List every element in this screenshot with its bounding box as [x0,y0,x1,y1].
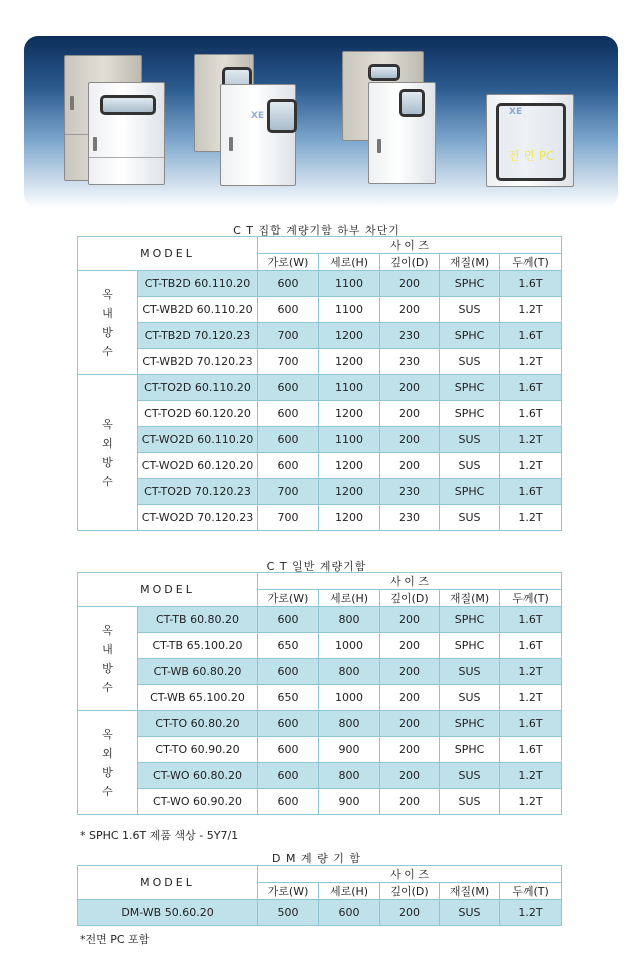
cabinet-white-1 [88,82,165,185]
model-cell: CT-TO2D 70.120.23 [138,479,258,505]
value-cell: 600 [258,453,319,479]
value-cell: 500 [258,900,319,926]
table-row [78,271,562,297]
value-cell: 800 [319,763,380,789]
group-label-char: 방 [102,661,113,675]
value-cell: 1.6T [500,323,562,349]
value-cell: 600 [258,763,319,789]
model-cell: CT-TB 60.80.20 [138,607,258,633]
cabinet-white-3 [368,82,436,184]
table-row [78,453,562,479]
table-row [78,659,562,685]
column-header: 가로(W) [258,883,319,900]
column-header: 세로(H) [319,590,380,607]
value-cell: 650 [258,685,319,711]
table-row [78,427,562,453]
value-cell: SUS [440,349,500,375]
model-header: MODEL [78,237,258,271]
size-header: 사 이 즈 [258,866,562,883]
value-cell: 200 [380,633,440,659]
value-cell: 600 [258,297,319,323]
value-cell: 1000 [319,685,380,711]
value-cell: SPHC [440,323,500,349]
value-cell: 1200 [319,349,380,375]
value-cell: 600 [258,375,319,401]
value-cell: 230 [380,479,440,505]
table-row [78,607,562,633]
value-cell: 1.6T [500,737,562,763]
model-cell: CT-TB2D 60.110.20 [138,271,258,297]
value-cell: SPHC [440,375,500,401]
spec-table-2 [77,572,562,815]
value-cell: 200 [380,375,440,401]
value-cell: SPHC [440,607,500,633]
column-header: 두께(T) [500,254,562,271]
value-cell: 1.2T [500,453,562,479]
cabinet-white-2 [220,84,296,186]
model-cell: CT-WO2D 70.120.23 [138,505,258,531]
table-row [78,685,562,711]
group-label-char: 외 [102,746,113,760]
value-cell: 200 [380,453,440,479]
size-header: 사 이 즈 [258,237,562,254]
model-cell: CT-TO 60.80.20 [138,711,258,737]
value-cell: 700 [258,323,319,349]
model-cell: CT-WO2D 60.120.20 [138,453,258,479]
sticker-logo: XE [251,111,265,121]
value-cell: SPHC [440,633,500,659]
column-header: 가로(W) [258,590,319,607]
table-row [78,789,562,815]
value-cell: 1200 [319,453,380,479]
value-cell: 1100 [319,427,380,453]
group-label [78,375,138,531]
group-label [78,607,138,711]
column-header: 재질(M) [440,590,500,607]
value-cell: SPHC [440,479,500,505]
group-label-char: 내 [102,642,113,656]
model-cell: CT-WO 60.90.20 [138,789,258,815]
group-label-char: 옥 [102,623,113,637]
value-cell: SUS [440,685,500,711]
product-banner [24,36,618,208]
value-cell: 1.2T [500,427,562,453]
group-label-char: 내 [102,306,113,320]
value-cell: 600 [258,711,319,737]
value-cell: 1.2T [500,685,562,711]
value-cell: 1.6T [500,711,562,737]
value-cell: 200 [380,427,440,453]
group-label-char: 방 [102,455,113,469]
value-cell: 650 [258,633,319,659]
note-color: * SPHC 1.6T 제품 색상 - 5Y7/1 [80,829,239,842]
model-cell: CT-WB2D 70.120.23 [138,349,258,375]
group-label-char: 방 [102,765,113,779]
table-row [78,401,562,427]
value-cell: 1.6T [500,271,562,297]
value-cell: 1100 [319,271,380,297]
value-cell: 1.2T [500,659,562,685]
value-cell: 1200 [319,479,380,505]
table-row [78,375,562,401]
value-cell: 600 [258,401,319,427]
spec-table-1 [77,236,562,531]
value-cell: 1200 [319,401,380,427]
size-header: 사 이 즈 [258,573,562,590]
value-cell: 1200 [319,323,380,349]
column-header: 재질(M) [440,254,500,271]
column-header: 세로(H) [319,254,380,271]
column-header: 두께(T) [500,590,562,607]
table-title: C T 일반 계량기함 [266,560,367,573]
group-label-char: 수 [102,344,113,358]
value-cell: 200 [380,271,440,297]
value-cell: 600 [258,737,319,763]
value-cell: 1.6T [500,401,562,427]
value-cell: 1.2T [500,763,562,789]
model-cell: CT-TB 65.100.20 [138,633,258,659]
group-label-char: 수 [102,680,113,694]
table-row [78,297,562,323]
value-cell: SPHC [440,737,500,763]
value-cell: 600 [319,900,380,926]
value-cell: SUS [440,453,500,479]
column-header: 세로(H) [319,883,380,900]
group-label-char: 옥 [102,727,113,741]
value-cell: 1100 [319,297,380,323]
value-cell: SUS [440,505,500,531]
model-header: MODEL [78,866,258,900]
group-label [78,711,138,815]
value-cell: 230 [380,349,440,375]
note-pc: *전면 PC 포함 [80,933,150,946]
value-cell: 200 [380,685,440,711]
value-cell: SPHC [440,711,500,737]
group-label [78,271,138,375]
value-cell: 1.2T [500,900,562,926]
value-cell: SUS [440,900,500,926]
table-row [78,737,562,763]
table-row [78,763,562,789]
group-label-char: 수 [102,474,113,488]
value-cell: 230 [380,323,440,349]
value-cell: 200 [380,789,440,815]
column-header: 재질(M) [440,883,500,900]
value-cell: 900 [319,737,380,763]
value-cell: 200 [380,737,440,763]
value-cell: 1.6T [500,479,562,505]
table-title: C T 집합 계량기함 하부 차단기 [233,224,400,237]
model-cell: DM-WB 50.60.20 [78,900,258,926]
value-cell: 600 [258,789,319,815]
group-label-char: 외 [102,436,113,450]
value-cell: 230 [380,505,440,531]
value-cell: SPHC [440,271,500,297]
value-cell: 800 [319,711,380,737]
value-cell: SPHC [440,401,500,427]
table-row [78,505,562,531]
group-label-char: 방 [102,325,113,339]
value-cell: SUS [440,763,500,789]
table-row [78,633,562,659]
value-cell: 1.2T [500,297,562,323]
table-row [78,349,562,375]
value-cell: 1.2T [500,789,562,815]
value-cell: 700 [258,505,319,531]
table-row [78,900,562,926]
value-cell: 200 [380,401,440,427]
value-cell: SUS [440,659,500,685]
column-header: 두께(T) [500,883,562,900]
model-cell: CT-WB 60.80.20 [138,659,258,685]
column-header: 가로(W) [258,254,319,271]
model-cell: CT-TO2D 60.110.20 [138,375,258,401]
value-cell: 800 [319,607,380,633]
model-cell: CT-WO2D 60.110.20 [138,427,258,453]
model-cell: CT-WO 60.80.20 [138,763,258,789]
value-cell: 200 [380,711,440,737]
cabinet-pc-front [486,94,574,187]
value-cell: SUS [440,789,500,815]
value-cell: 1000 [319,633,380,659]
table-row [78,323,562,349]
spec-table-3 [77,865,562,926]
model-cell: CT-TO2D 60.120.20 [138,401,258,427]
model-cell: CT-TO 60.90.20 [138,737,258,763]
value-cell: 200 [380,763,440,789]
sticker-logo-2: XE [509,107,523,117]
value-cell: SUS [440,427,500,453]
value-cell: 800 [319,659,380,685]
value-cell: 900 [319,789,380,815]
table-title: D M 계 량 기 함 [272,852,361,865]
value-cell: 700 [258,349,319,375]
value-cell: 700 [258,479,319,505]
value-cell: 1100 [319,375,380,401]
table-row [78,479,562,505]
value-cell: 1.6T [500,633,562,659]
value-cell: 600 [258,427,319,453]
model-cell: CT-TB2D 70.120.23 [138,323,258,349]
pc-front-label: 전 면 PC [508,149,555,163]
group-label-char: 옥 [102,417,113,431]
value-cell: 1200 [319,505,380,531]
column-header: 깊이(D) [380,590,440,607]
value-cell: 1.6T [500,607,562,633]
group-label-char: 옥 [102,287,113,301]
header-row-1 [78,573,562,590]
value-cell: 600 [258,659,319,685]
header-row-1 [78,237,562,254]
column-header: 깊이(D) [380,883,440,900]
table-row [78,711,562,737]
model-cell: CT-WB2D 60.110.20 [138,297,258,323]
value-cell: 1.6T [500,375,562,401]
value-cell: 1.2T [500,349,562,375]
column-header: 깊이(D) [380,254,440,271]
value-cell: 600 [258,271,319,297]
model-header: MODEL [78,573,258,607]
model-cell: CT-WB 65.100.20 [138,685,258,711]
value-cell: 200 [380,297,440,323]
value-cell: 600 [258,607,319,633]
value-cell: 1.2T [500,505,562,531]
value-cell: SUS [440,297,500,323]
header-row-1 [78,866,562,883]
value-cell: 200 [380,607,440,633]
group-label-char: 수 [102,784,113,798]
value-cell: 200 [380,900,440,926]
value-cell: 200 [380,659,440,685]
